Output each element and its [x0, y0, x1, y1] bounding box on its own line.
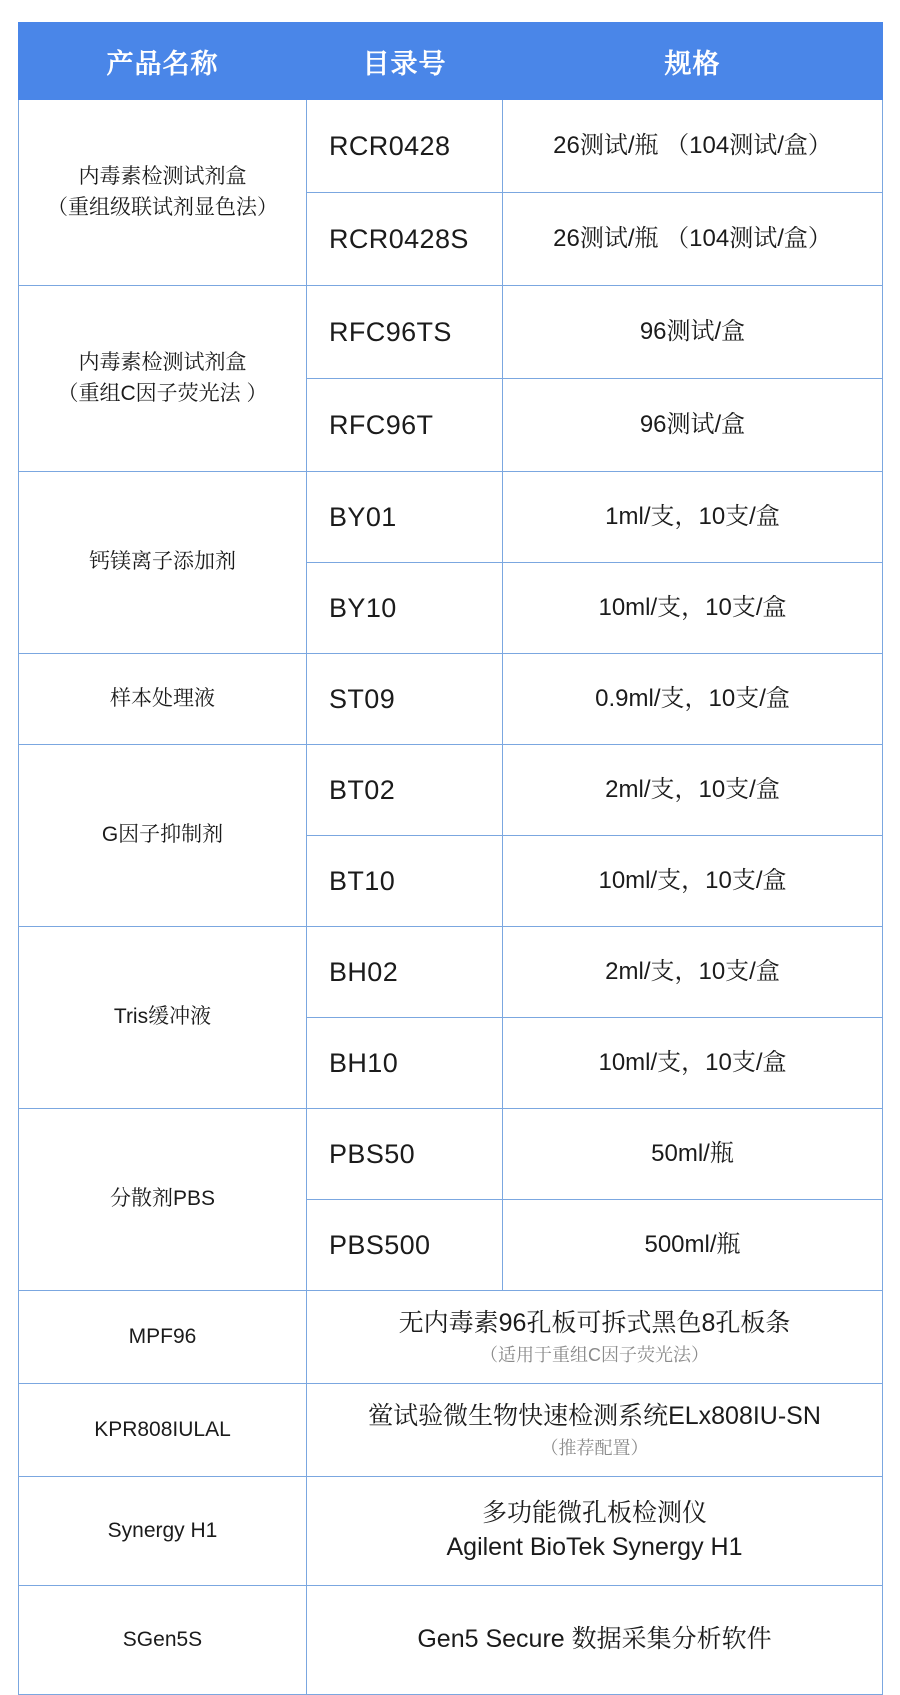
product-name-cell: SGen5S: [19, 1586, 307, 1695]
catalog-number-cell: BY01: [307, 472, 503, 563]
specification-cell: 10ml/支，10支/盒: [503, 836, 883, 927]
product-name-line2: （重组C因子荧光法 ）: [57, 381, 268, 405]
product-name-cell: MPF96: [19, 1291, 307, 1384]
product-name-cell: [19, 745, 307, 927]
specification-cell: 26测试/瓶 （104测试/盒）: [503, 100, 883, 193]
catalog-number-cell: BY10: [307, 563, 503, 654]
product-name-cell: [19, 1109, 307, 1291]
specification-cell: 0.9ml/支，10支/盒: [503, 654, 883, 745]
specification-cell: 10ml/支，10支/盒: [503, 1018, 883, 1109]
table-row: [19, 472, 883, 563]
column-header-specification: 规格: [503, 23, 883, 100]
column-header-catalog-number: 目录号: [307, 23, 503, 100]
product-name-cell: KPR808IULAL: [19, 1384, 307, 1477]
table-row: [19, 1477, 883, 1586]
catalog-number-cell: RCR0428: [307, 100, 503, 193]
specification-cell: 2ml/支，10支/盒: [503, 927, 883, 1018]
table-header: [19, 23, 883, 100]
table-row: [19, 927, 883, 1018]
table-row: [19, 654, 883, 745]
product-name-cell: [19, 100, 307, 286]
product-name-line1: 分散剂PBS: [109, 1187, 216, 1211]
table-row: [19, 100, 883, 193]
catalog-number-cell: BT10: [307, 836, 503, 927]
specification-cell: 2ml/支，10支/盒: [503, 745, 883, 836]
catalog-number-cell: PBS500: [307, 1200, 503, 1291]
description-main: 无内毒素96孔板可拆式黑色8孔板条: [398, 1308, 791, 1337]
table-row: [19, 1384, 883, 1477]
product-name-line1: G因子抑制剂: [101, 823, 224, 847]
description-main: Gen5 Secure 数据采集分析软件: [417, 1625, 772, 1654]
product-name-cell: [19, 286, 307, 472]
product-table: [18, 22, 883, 1695]
product-name-cell: [19, 927, 307, 1109]
catalog-number-cell: PBS50: [307, 1109, 503, 1200]
column-header-product-name: 产品名称: [19, 23, 307, 100]
product-description-cell: [307, 1586, 883, 1695]
specification-cell: 96测试/盒: [503, 286, 883, 379]
catalog-number-cell: BH02: [307, 927, 503, 1018]
specification-cell: 96测试/盒: [503, 379, 883, 472]
catalog-number-cell: RCR0428S: [307, 193, 503, 286]
product-name-line1: 样本处理液: [110, 686, 215, 710]
catalog-number-cell: RFC96T: [307, 379, 503, 472]
catalog-number-cell: BH10: [307, 1018, 503, 1109]
catalog-number-cell: RFC96TS: [307, 286, 503, 379]
product-description-cell: [307, 1384, 883, 1477]
catalog-number-cell: ST09: [307, 654, 503, 745]
product-name-line1: 内毒素检测试剂盒: [78, 351, 247, 375]
description-note: （适用于重组C因子荧光法）: [480, 1344, 709, 1365]
table-row: [19, 745, 883, 836]
product-name-line1: 钙镁离子添加剂: [89, 550, 236, 574]
catalog-number-cell: BT02: [307, 745, 503, 836]
product-name-line1: Tris缓冲液: [113, 1005, 212, 1029]
specification-cell: 500ml/瓶: [503, 1200, 883, 1291]
description-note: （推荐配置）: [540, 1437, 649, 1458]
table-row: [19, 1291, 883, 1384]
product-name-cell: Synergy H1: [19, 1477, 307, 1586]
product-name-cell: [19, 654, 307, 745]
description-main: 多功能微孔板检测仪: [481, 1499, 707, 1528]
product-description-cell: [307, 1291, 883, 1384]
table-header-row: [19, 23, 883, 100]
specification-cell: 50ml/瓶: [503, 1109, 883, 1200]
product-name-cell: [19, 472, 307, 654]
table-row: [19, 1109, 883, 1200]
table-row: [19, 286, 883, 379]
specification-cell: 26测试/瓶 （104测试/盒）: [503, 193, 883, 286]
table-body: [19, 100, 883, 1695]
description-subtitle: Agilent BioTek Synergy H1: [446, 1533, 743, 1561]
description-main: 鲎试验微生物快速检测系统ELx808IU-SN: [368, 1401, 821, 1430]
specification-cell: 1ml/支，10支/盒: [503, 472, 883, 563]
product-name-line1: 内毒素检测试剂盒: [78, 165, 247, 189]
product-name-line2: （重组级联试剂显色法）: [47, 195, 278, 219]
specification-cell: 10ml/支，10支/盒: [503, 563, 883, 654]
table-row: [19, 1586, 883, 1695]
product-description-cell: [307, 1477, 883, 1586]
